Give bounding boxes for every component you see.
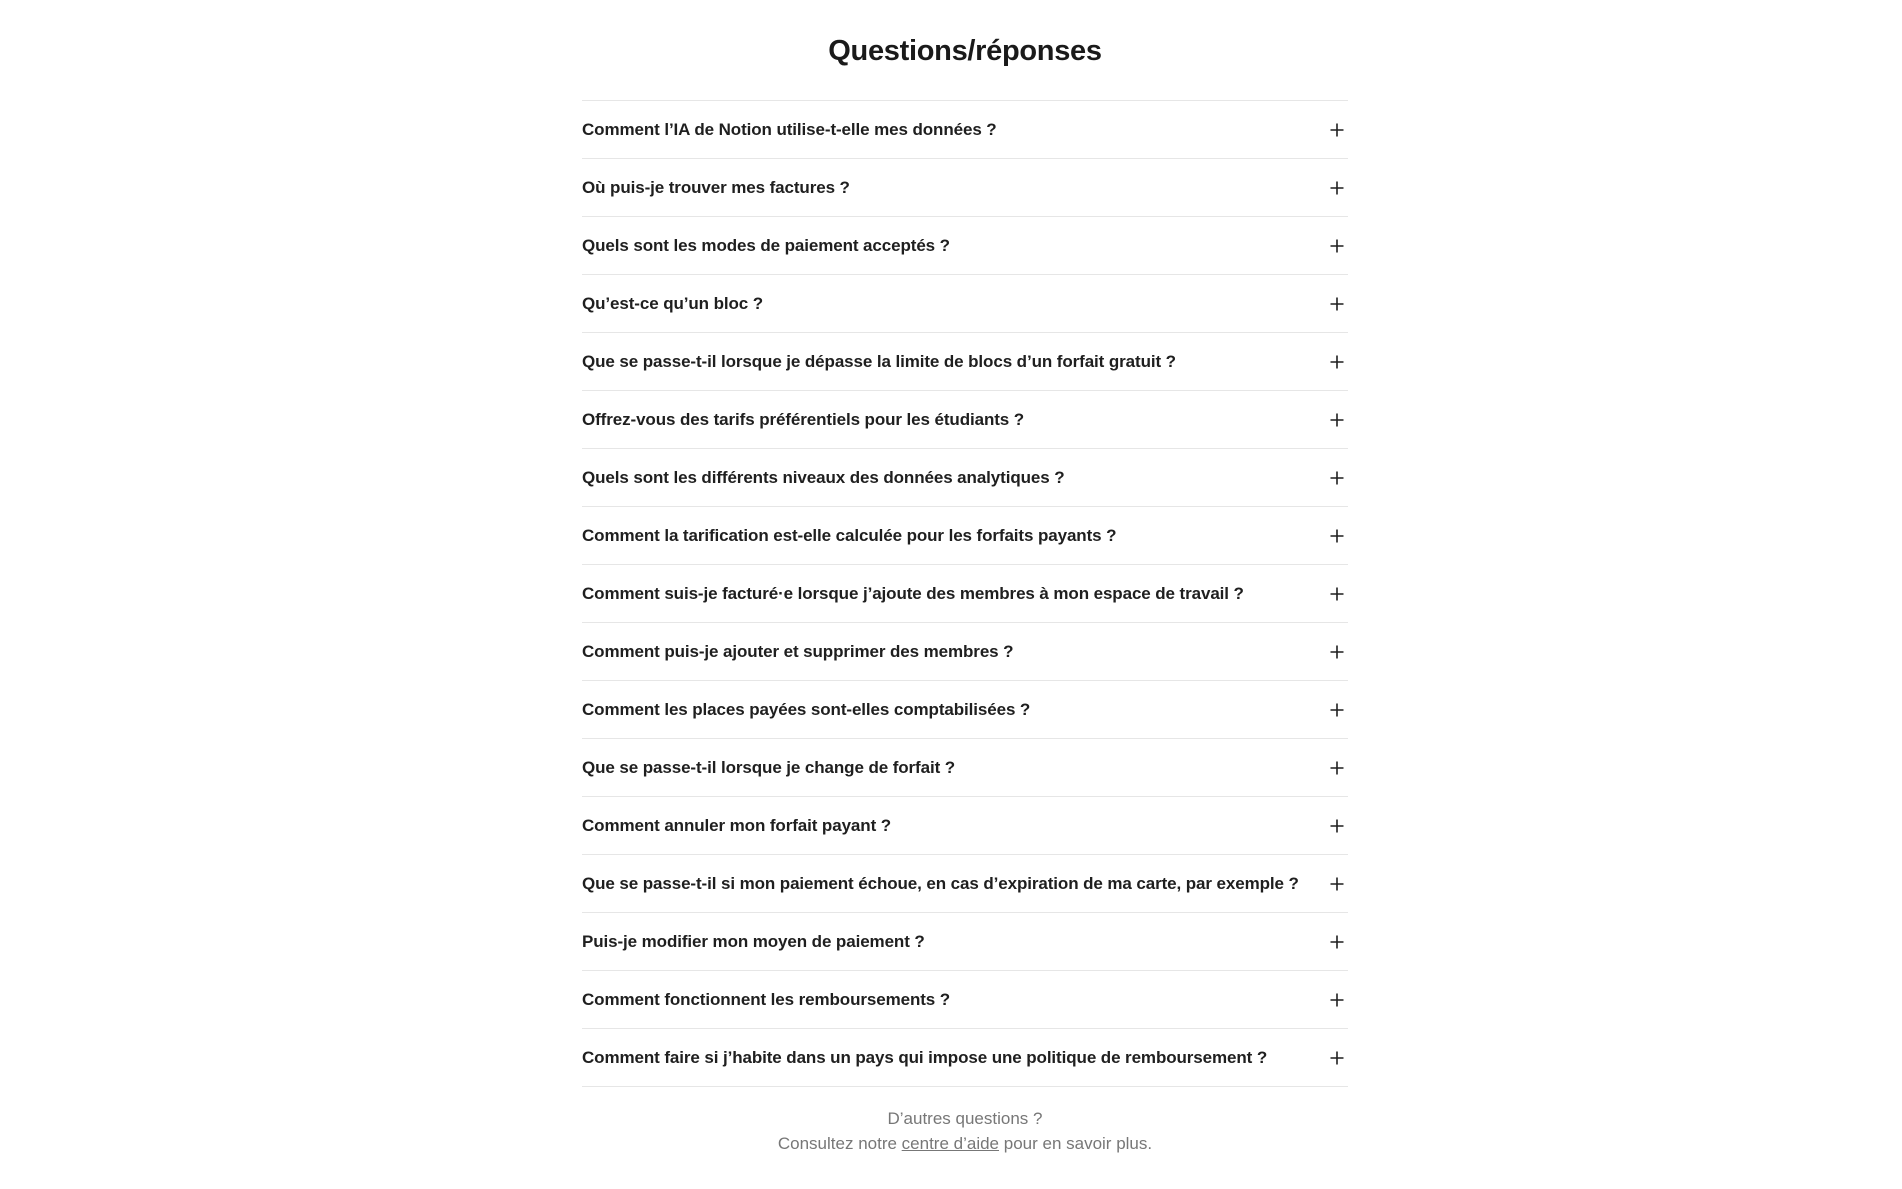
plus-icon[interactable] — [1326, 119, 1348, 141]
faq-item[interactable] — [582, 449, 1348, 507]
faq-question: Comment les places payées sont-elles comptabilisées ? — [582, 699, 1031, 719]
faq-item[interactable] — [582, 565, 1348, 623]
faq-question: Comment annuler mon forfait payant ? — [582, 815, 892, 835]
faq-question: Comment puis-je ajouter et supprimer des membres ? — [582, 641, 1014, 661]
faq-item[interactable] — [582, 101, 1348, 159]
plus-icon[interactable] — [1326, 525, 1348, 547]
faq-item[interactable] — [582, 159, 1348, 217]
faq-question: Comment l’IA de Notion utilise-t-elle mes données ? — [582, 119, 997, 139]
plus-icon[interactable] — [1326, 293, 1348, 315]
faq-question: Où puis-je trouver mes factures ? — [582, 177, 850, 197]
plus-icon[interactable] — [1326, 757, 1348, 779]
plus-icon[interactable] — [1326, 467, 1348, 489]
faq-item[interactable] — [582, 739, 1348, 797]
faq-item[interactable] — [582, 507, 1348, 565]
faq-question: Offrez-vous des tarifs préférentiels pour les étudiants ? — [582, 409, 1025, 429]
plus-icon[interactable] — [1326, 177, 1348, 199]
faq-item[interactable] — [582, 1029, 1348, 1087]
faq-item[interactable] — [582, 971, 1348, 1029]
faq-item[interactable] — [582, 275, 1348, 333]
faq-question: Que se passe-t-il lorsque je change de forfait ? — [582, 757, 956, 777]
faq-item[interactable] — [582, 391, 1348, 449]
help-center-suffix: pour en savoir plus. — [999, 1134, 1153, 1153]
faq-item[interactable] — [582, 855, 1348, 913]
plus-icon[interactable] — [1326, 931, 1348, 953]
faq-question: Comment la tarification est-elle calculée pour les forfaits payants ? — [582, 525, 1117, 545]
plus-icon[interactable] — [1326, 699, 1348, 721]
help-center-prefix: Consultez notre — [777, 1134, 902, 1153]
plus-icon[interactable] — [1326, 409, 1348, 431]
plus-icon[interactable] — [1326, 989, 1348, 1011]
faq-item[interactable] — [582, 623, 1348, 681]
faq-footer — [582, 1106, 1348, 1156]
faq-item[interactable] — [582, 681, 1348, 739]
faq-question: Puis-je modifier mon moyen de paiement ? — [582, 931, 925, 951]
faq-list — [582, 100, 1348, 1087]
plus-icon[interactable] — [1326, 1047, 1348, 1069]
plus-icon[interactable] — [1326, 235, 1348, 257]
other-questions-text: D’autres questions ? — [887, 1109, 1043, 1128]
faq-question: Qu’est-ce qu’un bloc ? — [582, 293, 764, 313]
plus-icon[interactable] — [1326, 583, 1348, 605]
faq-item[interactable] — [582, 217, 1348, 275]
faq-item[interactable] — [582, 797, 1348, 855]
faq-question: Que se passe-t-il si mon paiement échoue, en cas d’expiration de ma carte, par exemple ? — [582, 873, 1299, 893]
faq-question: Quels sont les modes de paiement acceptés ? — [582, 235, 950, 255]
help-center-sentence — [582, 1131, 1348, 1156]
faq-item[interactable] — [582, 333, 1348, 391]
faq-question: Que se passe-t-il lorsque je dépasse la limite de blocs d’un forfait gratuit ? — [582, 351, 1176, 371]
help-center-link[interactable]: centre d’aide — [901, 1134, 1000, 1153]
faq-question: Comment suis-je facturé·e lorsque j’ajoute des membres à mon espace de travail ? — [582, 583, 1244, 603]
faq-question: Quels sont les différents niveaux des données analytiques ? — [582, 467, 1065, 487]
faq-section — [582, 0, 1348, 1156]
plus-icon[interactable] — [1326, 641, 1348, 663]
plus-icon[interactable] — [1326, 351, 1348, 373]
plus-icon[interactable] — [1326, 873, 1348, 895]
faq-item[interactable] — [582, 913, 1348, 971]
faq-title: Questions/réponses — [828, 35, 1102, 67]
faq-question: Comment fonctionnent les remboursements ? — [582, 989, 951, 1009]
plus-icon[interactable] — [1326, 815, 1348, 837]
faq-question: Comment faire si j’habite dans un pays qui impose une politique de remboursement ? — [582, 1047, 1268, 1067]
